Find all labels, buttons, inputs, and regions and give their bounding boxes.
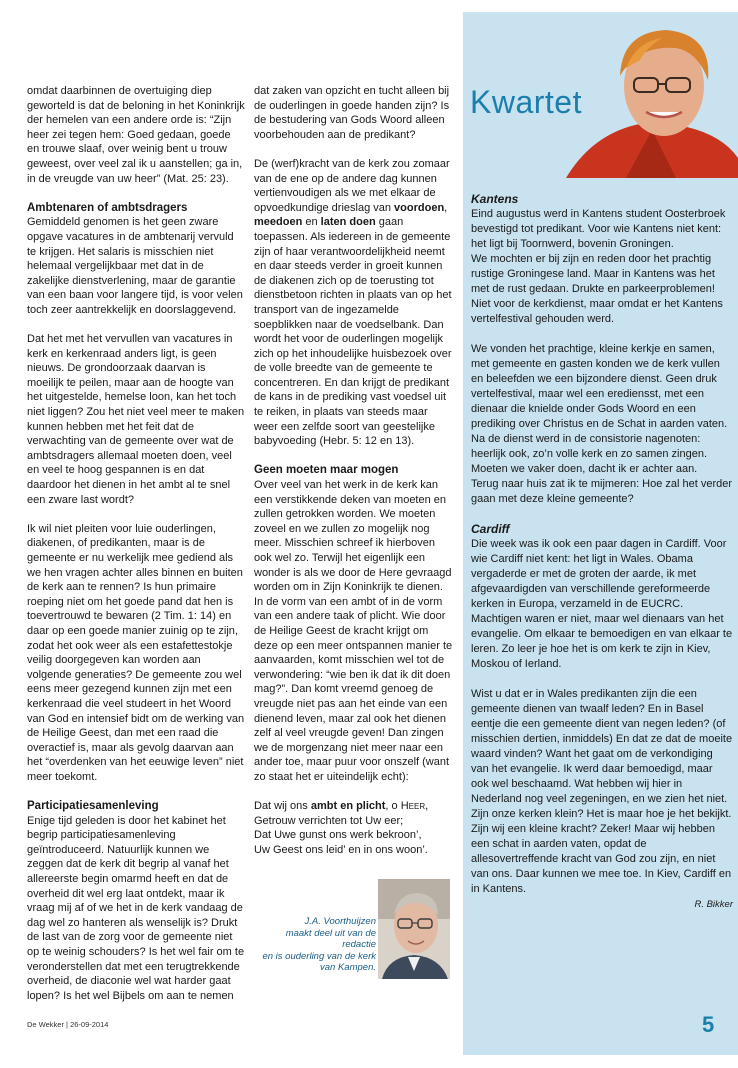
sidebar-column (471, 192, 733, 912)
sidebar-heading-cardiff: Cardiff (471, 522, 510, 536)
page-number: 5 (702, 1012, 715, 1037)
paragraph: Gemiddeld genomen is het geen zware opgave vacatures in de ambtenarij vervuld te krijgen. Het salaris is misschien niet helemaal vergelijkbaar met dat in de zakelijke dienstverlening, maar de garantie van een baan voor langere tijd, is voor velen toch zeer aantrekkelijk en doorslaggevend. (27, 216, 243, 316)
paragraph: We mochten er bij zijn en reden door het prachtig rustige Groningese land. Maar in Kantens was het met de rust gedaan. Drukte en parkeerproblemen! Niet voor de kerkdienst, maar omdat er het Kantens vertelfestival gehouden werd. (471, 253, 723, 325)
paragraph: dat zaken van opzicht en tucht alleen bij de ouderlingen in goede handen zijn? Is de bestudering van Gods Woord alleen voorbehouden aan de predikant? (254, 85, 450, 141)
poem-quote: Dat wij ons ambt en plicht, o Heer, Getrouw verrichten tot Uw eer; Dat Uwe gunst ons werk bekroon’, Uw Geest ons leid’ en in ons woon’. (254, 800, 429, 856)
subheading-ambtenaren: Ambtenaren of ambtsdragers (27, 201, 188, 214)
paragraph: Ik wil niet pleiten voor luie ouderlingen, diakenen, of predikanten, maar is de gemeente er nu werkelijk mee gediend als we hen vragen achter alles binnen en buiten de kerk aan te rennen? Is hun primaire roeping niet om het goede pand dat hen is toevertrouwd te bewaren (2 Tim. 1: 14) en daar op een goede manier zuinig op te zijn, zodat het ook weer als een estafettestokje veilig doorgegeven kan worden aan volgende generaties? De gemeente zou wel eens meer gezegend kunnen zijn met een kerkenraad die veel studeert in het Woord van God en intensief bidt om de werking van de Heilige Geest, dan met een raad die overactief is, maar als gevolg daarvan aan het “overdenken van het eeuwige leven” niet meer toekomt. (27, 522, 245, 783)
columnist-portrait (566, 18, 738, 178)
author-caption: J.A. Voorthuijzen maakt deel uit van de redactie en is ouderling van de kerk van Kampen. (262, 916, 376, 973)
paragraph: Enige tijd geleden is door het kabinet het begrip participatiesamenleving geïntroduceerd. Natuurlijk kunnen we zeggen dat de kerk dit begrip al vanaf het allereerste begin omarmd heeft en dat de overheid dit wel erg laat ontdekt, maar ik vraag mij af of we het in de kerk vandaag de dag wel zo hanteren als wenselijk is? Drukt de last van de zorg voor de gemeente niet op te weinig schouders? Is het wel fair om te veronderstellen dat met een terugtrekkende overheid, de diaconie wel wat harder gaat lopen? Is het wel Bijbels om aan te nemen (27, 814, 245, 1002)
paragraph: De (werf)kracht van de kerk zou zomaar van de ene op de andere dag kunnen vertienvoudigen als we met elkaar de opvoedkundige drieslag van voordoen, meedoen en laten doen gaan toepassen. Als iedereen in de gemeente zijn of haar verantwoordelijkheid neemt en daar steeds verder in groeit kunnen de diakenen zich op de toerusting tot dienstbetoon richten in plaats van op het transport van de ingezamelde soepblikken naar de voedselbank. Dan wordt het voor de ouderlingen mogelijk zich op het inhoudelijke huisbezoek over de volle breedte van de gemeente te concentreren. En dan krijgt de predikant de kans in de prediking vast voedsel uit te reiken, in plaats van steeds maar weer een zelfde soort van geestelijke babyvoeding (Hebr. 5: 12 en 13). (254, 157, 452, 448)
article-column-2 (254, 84, 454, 857)
paragraph: Wist u dat er in Wales predikanten zijn die een gemeente dienen van twaalf leden? En in Basel eentje die een gemeente dient van negen leden? (of misschien dertien, inmiddels) En dat ze dat de moeite waard vinden? Want het gaat om de verkondiging van het evangelie. Ik werd daar bemoedigd, maar ook wel beschaamd. Wat hebben wij hier in Nederland nog veel zegeningen, en we zien het niet. Zijn onze kerken klein? Het is maar hoe je het bekijkt. Zijn wij een kleine kracht? Zeker! Maar wij hebben een schat in aarden vaten, opdat de allesovertreffende kracht van God zou zijn, en niet van ons. Daar kunnen we mee toe. In Kiev, Cardiff en in Kantens. (471, 688, 733, 895)
footer-publication: De Wekker | 26-09-2014 (27, 1020, 109, 1029)
kwartet-title: Kwartet (470, 84, 582, 120)
paragraph: Die week was ik ook een paar dagen in Cardiff. Voor wie Cardiff niet kent: het ligt in Wales. Obama vergaderde er met de groten der aarde, ik met afgevaardigden van verschillende gereformeerde kerken in Europa, verzameld in de EUCRC. Machtigen waren er niet, maar wel dienaars van het evangelie. Om elkaar te bemoedigen en van elkaar te leren. Zo leer je hoe het is om kerk te zijn in Kiev, Moskou of Ierland. (471, 538, 733, 670)
sidebar-heading-kantens: Kantens (471, 192, 519, 206)
subheading-geen-moeten: Geen moeten maar mogen (254, 464, 399, 477)
paragraph: Terug naar huis zat ik te mijmeren: Hoe zal het verder gaan met deze kleine gemeente? (471, 478, 733, 505)
author-photo (378, 879, 450, 979)
article-column-1 (27, 84, 245, 1003)
subheading-participatie: Participatiesamenleving (27, 800, 159, 813)
paragraph: Eind augustus werd in Kantens student Oosterbroek bevestigd tot predikant. Voor wie Kantens niet kent: het ligt bij Toornwerd, bovenin Groningen. (471, 208, 726, 250)
paragraph: Over veel van het werk in de kerk kan een verstikkende deken van moeten en zullen getrokken worden. We moeten zoveel en we zullen zo mogelijk nog meer. Misschien schreef ik hierboven ook wel zo. Terwijl het eigenlijk een wonder is als we door de Here gevraagd worden om in Zijn Koninkrijk te dienen. In de vorm van een ambt of in de vorm van een andere taak of plicht. Wie door de Heilige Geest de kracht krijgt om deze op een meer ontspannen manier te aanvaarden, komt misschien wel tot de verwondering: “wie ben ik dat ik dit doen mag?”. Dan komt vreemd genoeg de vreugde niet pas aan het einde van een dienend leven, maar zal ook het dienen zelf al veel vreugde geven! Dan zingen we de morgenzang niet meer naar een ander toe, maar puur voor onszelf (want zo staat het er uiteindelijk echt): (254, 479, 453, 783)
paragraph: We vonden het prachtige, kleine kerkje en samen, met gemeente en gasten konden we de kerk vullen en beleefden we een bijzondere dienst. Geen druk vertelfestival, maar wel een erediensst, met een dienaar die knielde onder Gods Woord en een prediking over Christus en de Schat in aarden vaten. Na de dienst werd in de consistorie nagenoten: heerlijk ook, zo’n volle kerk en zo samen zingen. Moeten we vaker doen, dacht ik er achter aan. (471, 343, 728, 475)
paragraph: Dat het met het vervullen van vacatures in kerk en kerkenraad anders ligt, is geen nieuws. De grondoorzaak daarvan is moeilijk te peilen, maar aan de hoogte van het uitgestelde, hemelse loon, kan het toch niet liggen? Zou het niet veel meer te maken kunnen hebben met het feit dat de verwachting van de gemeente over wat de ambtsdragers allemaal moeten doen, veel en veel te hoog gespannen is en dat daardoor het dienen in het ambt al te snel een zware last wordt? (27, 333, 245, 506)
paragraph: omdat daarbinnen de overtuiging diep geworteld is dat de beloning in het Koninkrijk der hemelen van een andere orde is: “Zijn heer zei tegen hem: Goed gedaan, goede en trouwe slaaf, over weinig bent u trouw geweest, over veel zal ik u aanstellen; ga in, in de vreugde van uw heer” (Mat. 25: 23). (27, 85, 245, 185)
signature: R. Bikker (694, 899, 733, 910)
